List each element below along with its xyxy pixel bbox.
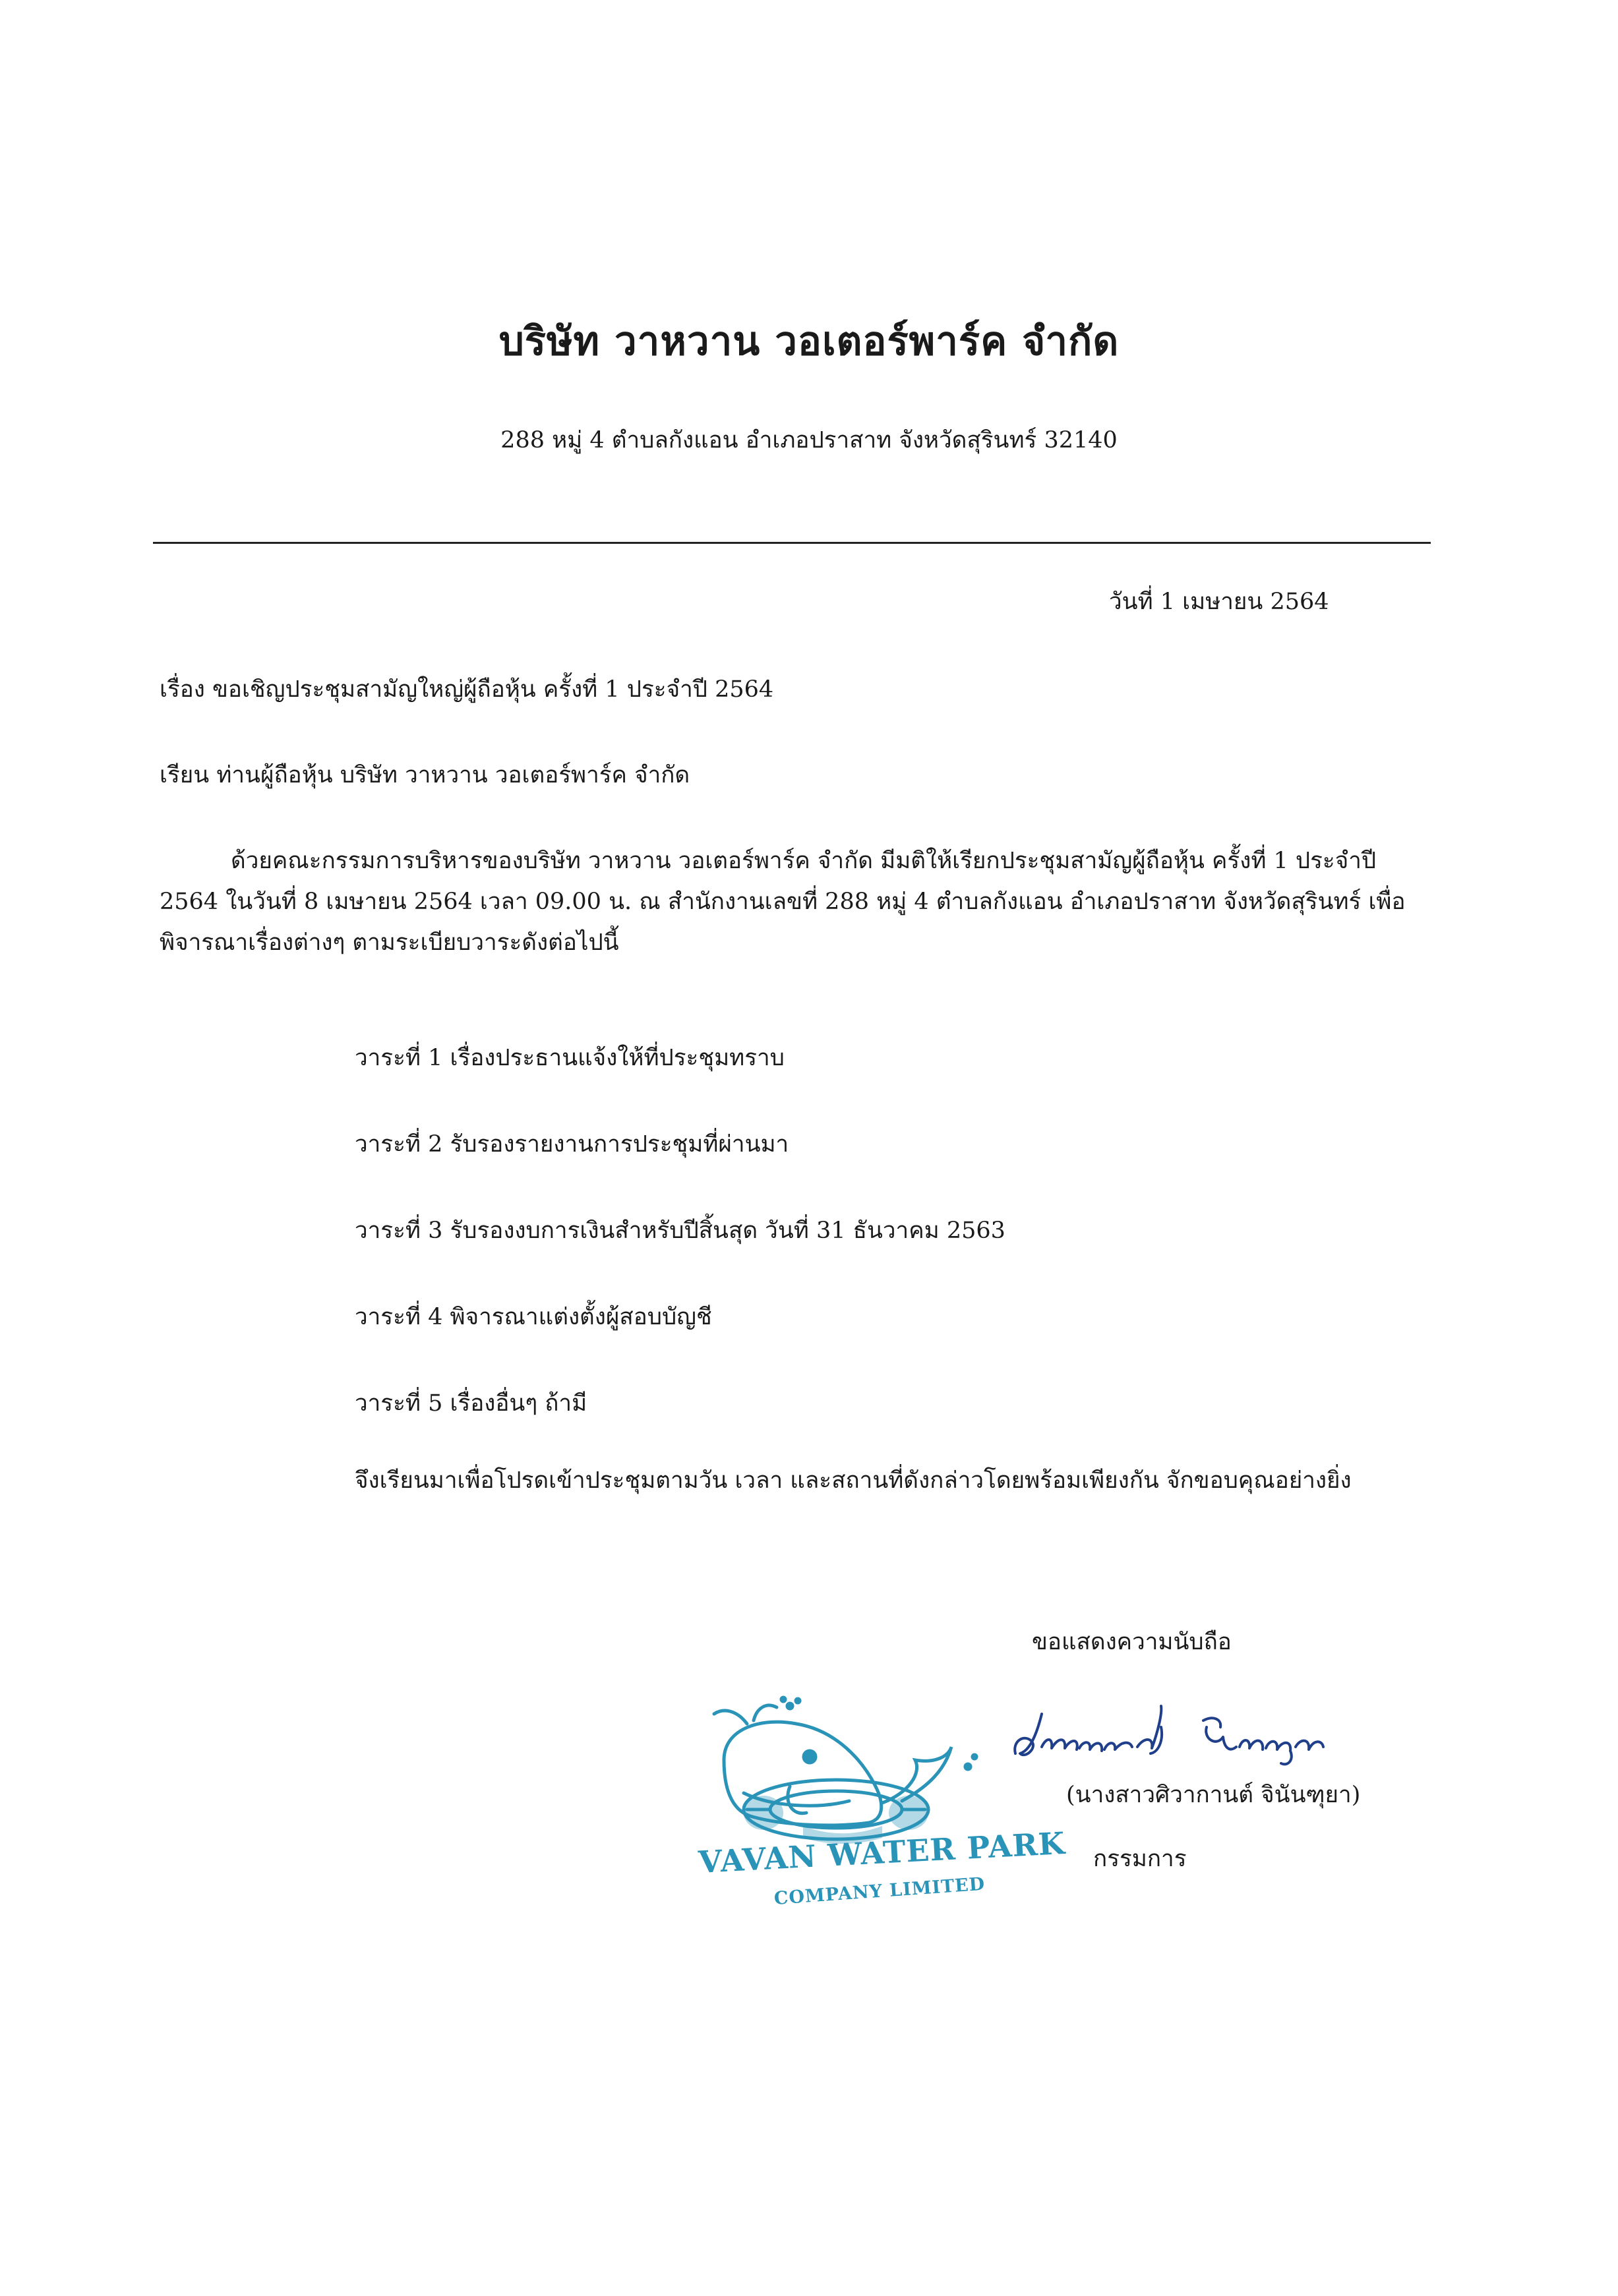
agenda-item: วาระที่ 1 เรื่องประธานแจ้งให้ที่ประชุมทราบ [355, 1045, 785, 1071]
agenda-item: วาระที่ 2 รับรองรายงานการประชุมที่ผ่านมา [355, 1131, 789, 1158]
closing-sentence: จึงเรียนมาเพื่อโปรดเข้าประชุมตามวัน เวลา และสถานที่ดังกล่าวโดยพร้อมเพียงกัน จักขอบคุณอย่างยิ่ง [355, 1467, 1352, 1494]
company-address: 288 หมู่ 4 ตำบลกังแอน อำเภอปราสาท จังหวัดสุรินทร์ 32140 [500, 427, 1118, 454]
agenda-item: วาระที่ 4 พิจารณาแต่งตั้งผู้สอบบัญชี [355, 1304, 712, 1330]
letter-subject: เรื่อง ขอเชิญประชุมสามัญใหญ่ผู้ถือหุ้น ครั้งที่ 1 ประจำปี 2564 [160, 676, 774, 703]
handwritten-signature [1005, 1701, 1348, 1773]
body-line: 2564 ในวันที่ 8 เมษายน 2564 เวลา 09.00 น. ณ สำนักงานเลขที่ 288 หมู่ 4 ตำบลกังแอน อำเภอปราสาท จังหวัดสุรินทร์ เพื่อ [160, 889, 1406, 915]
agenda-list [355, 1038, 1005, 1470]
stamp-company-name: VAVAN WATER PARK [698, 1825, 1066, 1880]
agenda-item: วาระที่ 3 รับรองงบการเงินสำหรับปีสิ้นสุด วันที่ 31 ธันวาคม 2563 [355, 1218, 1005, 1244]
header-divider [153, 542, 1431, 544]
stamp-company-limited: COMPANY LIMITED [773, 1873, 986, 1909]
body-line: ด้วยคณะกรรมการบริหารของบริษัท วาหวาน วอเตอร์พาร์ค จำกัด มีมติให้เรียกประชุมสามัญผู้ถือหุ้น ครั้งที่ 1 ประจำปี [231, 848, 1377, 874]
signer-title: กรรมการ [1093, 1846, 1187, 1872]
regards-text: ขอแสดงความนับถือ [1032, 1629, 1232, 1655]
agenda-item: วาระที่ 5 เรื่องอื่นๆ ถ้ามี [355, 1390, 587, 1417]
letter-salutation: เรียน ท่านผู้ถือหุ้น บริษัท วาหวาน วอเตอร์พาร์ค จำกัด [160, 762, 690, 788]
body-line: พิจารณาเรื่องต่างๆ ตามระเบียบวาระดังต่อไปนี้ [160, 929, 619, 956]
signer-name: (นางสาวศิวากานต์ จินันฑุยา) [1066, 1782, 1361, 1808]
letter-body [160, 840, 1406, 963]
company-name: บริษัท วาหวาน วอเตอร์พาร์ค จำกัด [498, 318, 1120, 365]
letter-date: วันที่ 1 เมษายน 2564 [1109, 589, 1329, 615]
